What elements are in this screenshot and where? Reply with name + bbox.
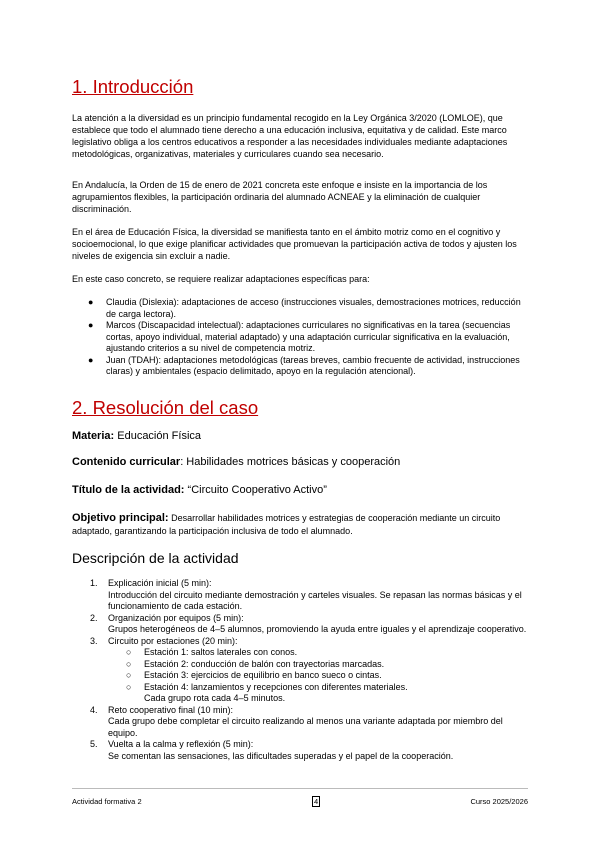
list-item: 4. Reto cooperativo final (10 min): Cada grupo debe completar el circuito realizando al menos una variante adaptada por miembro del equipo. (90, 704, 503, 738)
section-2-title: 2. Resolución del caso (72, 397, 259, 418)
list-item: 1. Explicación inicial (5 min): Introducción del circuito mediante demostración y carteles visuales. Se repasan las normas básicas y el funcionamiento de cada estación. (90, 578, 522, 611)
intro-paragraph-3: En el área de Educación Física, la diversidad se manifiesta tanto en el ámbito motriz como en el cognitivo y socioemocional, lo que exige planificar actividades que promuevan la participación activa de todos y ajusten los niveles de exigencia sin excluir a nadie. (72, 227, 517, 261)
contenido-line: Contenido curricular: Habilidades motrices básicas y cooperación (72, 456, 401, 468)
intro-paragraph-1: La atención a la diversidad es un principio fundamental recogido en la Ley Orgánica 3/2020 (LOMLOE), que establece que todo el alumnado tiene derecho a una educación inclusiva, equitativa y de calidad. Este marco legislativo obliga a los centros educativos a responder a las necesidades individuales mediante adaptaciones metodológicas, organizativas, materiales y curriculares cuando sea necesario. (72, 113, 508, 159)
section-1-title: 1. Introducción (72, 76, 194, 97)
list-item: 2. Organización por equipos (5 min): Grupos heterogéneos de 4–5 alumnos, promoviendo la ayuda entre iguales y el aprendizaje cooperativo. (90, 612, 527, 634)
circle-bullet-icon: ○ (126, 670, 132, 680)
circle-bullet-icon: ○ (126, 658, 132, 669)
list-item: ● Juan (TDAH): adaptaciones metodológicas (tareas breves, cambio frecuente de actividad, instrucciones claras) y ambientales (espacio delimitado, apoyo en la regulación atencional). (88, 354, 520, 376)
list-item: 3. Circuito por estaciones (20 min): (90, 635, 238, 646)
bullet-icon: ● (88, 320, 94, 330)
circle-bullet-icon: ○ (126, 681, 132, 692)
rotation-note: Cada grupo rota cada 4–5 minutos. (144, 693, 286, 703)
bullet-icon: ● (88, 297, 94, 307)
station-item: ○ Estación 4: lanzamientos y recepciones con diferentes materiales. (126, 681, 408, 692)
list-item: ● Marcos (Discapacidad intelectual): adaptaciones curriculares no significativas en la tarea (secuencias cortas, apoyo individual, material adaptado) y una adaptación curricular significativa en la evaluación, ajustando criterios a su nivel de competencia motriz. (88, 320, 511, 353)
intro-paragraph-4: En este caso concreto, se requiere realizar adaptaciones específicas para: (72, 274, 370, 284)
station-item: ○ Estación 2: conducción de balón con trayectorias marcadas. (126, 658, 385, 669)
station-item: ○ Estación 3: ejercicios de equilibrio en banco sueco o cintas. (126, 670, 382, 680)
description-heading: Descripción de la actividad (72, 550, 239, 566)
circle-bullet-icon: ○ (126, 647, 132, 657)
page-footer (72, 788, 528, 809)
bullet-icon: ● (88, 354, 94, 365)
page-number: 4 (314, 797, 319, 806)
footer-right-text: Curso 2025/2026 (470, 797, 528, 806)
station-item: ○ Estación 1: saltos laterales con conos. (126, 647, 298, 657)
intro-paragraph-2: En Andalucía, la Orden de 15 de enero de 2021 concreta este enfoque e insiste en la importancia de los agrupamientos flexibles, la participación ordinaria del alumnado ACNEAE y la eliminación de cualquier discriminación. (72, 180, 488, 214)
list-item: ● Claudia (Dislexia): adaptaciones de acceso (instrucciones visuales, demostraciones motrices, reducción de carga lectora). (88, 297, 521, 319)
adaptations-list (72, 297, 528, 378)
titulo-line: Título de la actividad: “Circuito Cooperativo Activo” (72, 484, 327, 496)
list-item: 5. Vuelta a la calma y reflexión (5 min): Se comentan las sensaciones, las dificultades superadas y el papel de la cooperación. (90, 739, 454, 761)
objetivo-line: Objetivo principal: Desarrollar habilidades motrices y estrategias de cooperación mediante un circuito adaptado, garantizando la participación inclusiva de todo el alumnado. (72, 512, 501, 536)
materia-line: Materia: Educación Física (72, 430, 202, 442)
steps-list (72, 578, 528, 762)
footer-left-text: Actividad formativa 2 (72, 797, 142, 806)
